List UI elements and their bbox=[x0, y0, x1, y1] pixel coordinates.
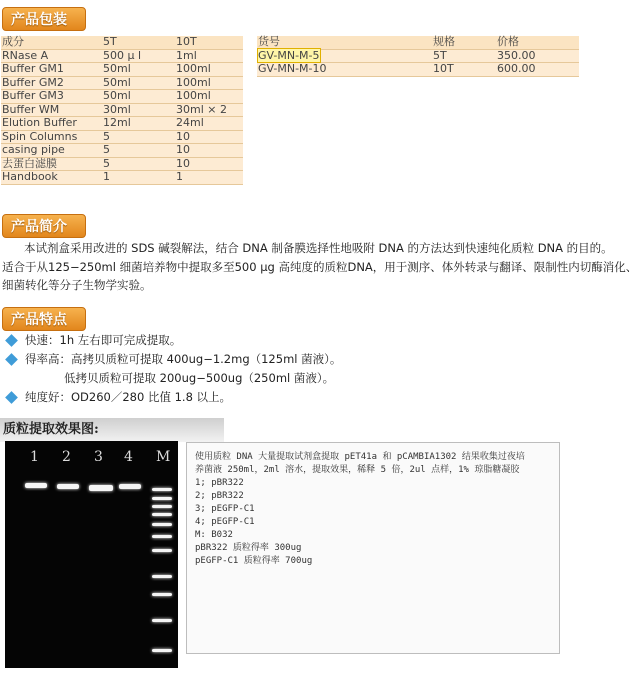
cell: 5T bbox=[432, 49, 496, 63]
ladder-band bbox=[152, 523, 172, 526]
feature-item bbox=[4, 388, 341, 407]
ladder-band bbox=[152, 505, 172, 508]
cell: GV-MN-M-10 bbox=[257, 63, 432, 77]
feature-item bbox=[4, 350, 341, 369]
ladder-band bbox=[152, 535, 172, 538]
lane-label: 2 bbox=[62, 449, 71, 465]
cell: casing pipe bbox=[1, 144, 102, 158]
section-header-features: 产品特点 bbox=[2, 307, 86, 331]
cell: 5 bbox=[102, 130, 175, 144]
ladder-band bbox=[152, 575, 172, 578]
feature-text: 低拷贝质粒可提取 200ug−500ug（250ml 菌液）。 bbox=[64, 371, 335, 385]
feature-text: 纯度好：OD260／280 比值 1.8 以上。 bbox=[25, 390, 232, 404]
intro-paragraph bbox=[2, 239, 638, 295]
cell: 100ml bbox=[175, 63, 243, 77]
cell: 1 bbox=[175, 171, 243, 185]
pricing-table bbox=[257, 36, 579, 77]
selected-sku[interactable]: GV-MN-M-5 bbox=[258, 48, 320, 62]
section-header-packaging: 产品包装 bbox=[2, 7, 86, 31]
cell: 50ml bbox=[102, 90, 175, 104]
cell: 12ml bbox=[102, 117, 175, 131]
ladder-band bbox=[152, 497, 172, 500]
gel-band bbox=[25, 483, 47, 488]
cell: 10 bbox=[175, 144, 243, 158]
cell: 100ml bbox=[175, 90, 243, 104]
caption-line: 2; pBR322 bbox=[195, 491, 244, 501]
cell: 100ml bbox=[175, 76, 243, 90]
table-row bbox=[1, 144, 243, 158]
cell: 24ml bbox=[175, 117, 243, 131]
caption-line: M: B032 bbox=[195, 530, 233, 540]
caption-line: 4; pEGFP-C1 bbox=[195, 517, 255, 527]
section-header-intro: 产品简介 bbox=[2, 214, 86, 238]
cell: Spin Columns bbox=[1, 130, 102, 144]
cell bbox=[257, 49, 432, 63]
ladder-band bbox=[152, 549, 172, 552]
cell: 30ml × 2 bbox=[175, 103, 243, 117]
cell: 50ml bbox=[102, 63, 175, 77]
ladder-band bbox=[152, 513, 172, 516]
lane-label: 4 bbox=[124, 449, 133, 465]
gel-band bbox=[57, 484, 79, 489]
caption-line: 1; pBR322 bbox=[195, 478, 244, 488]
col-header: 规格 bbox=[432, 36, 496, 49]
table-row bbox=[1, 171, 243, 185]
table-row bbox=[1, 157, 243, 171]
cell: 5 bbox=[102, 157, 175, 171]
feature-item bbox=[4, 331, 341, 350]
cell: Buffer GM3 bbox=[1, 90, 102, 104]
cell: 500 μ l bbox=[102, 49, 175, 63]
table-row bbox=[1, 49, 243, 63]
lane-label: 1 bbox=[30, 449, 39, 465]
gel-title-bar: 质粒提取效果图: bbox=[0, 418, 224, 442]
diamond-bullet-icon bbox=[5, 391, 18, 404]
cell: 10T bbox=[432, 63, 496, 77]
feature-text: 得率高：高拷贝质粒可提取 400ug−1.2mg（125ml 菌液）。 bbox=[25, 352, 342, 366]
diamond-bullet-icon bbox=[5, 334, 18, 347]
diamond-bullet-icon bbox=[5, 353, 18, 366]
gel-image bbox=[5, 441, 178, 668]
gel-caption-box bbox=[186, 442, 560, 654]
caption-line: 使用质粒 DNA 大量提取试剂盒提取 pET41a 和 pCAMBIA1302 结果收集过夜培 bbox=[195, 452, 525, 462]
cell: 30ml bbox=[102, 103, 175, 117]
cell: 去蛋白滤膜 bbox=[1, 157, 102, 171]
components-table bbox=[1, 36, 243, 185]
intro-line: 适合于从125−250ml 细菌培养物中提取多至500 μg 高纯度的质粒DNA，用于测序、体外转录与翻译、限制性内切酶消化、 bbox=[2, 259, 638, 274]
cell: 10 bbox=[175, 130, 243, 144]
feature-item bbox=[4, 369, 341, 388]
lane-label: M bbox=[156, 449, 171, 465]
table-row bbox=[257, 63, 579, 77]
col-header: 货号 bbox=[257, 36, 432, 49]
caption-line: 养菌液 250ml，2ml 溶水，提取效果，稀释 5 倍，2ul 点样，1% 琼脂糖凝胶 bbox=[195, 465, 520, 475]
cell: Buffer GM2 bbox=[1, 76, 102, 90]
feature-text: 快速：1h 左右即可完成提取。 bbox=[25, 333, 182, 347]
cell: 600.00 bbox=[496, 63, 579, 77]
table-row bbox=[1, 130, 243, 144]
features-list bbox=[4, 331, 341, 407]
col-header: 5T bbox=[102, 36, 175, 49]
cell: 50ml bbox=[102, 76, 175, 90]
intro-line: 本试剂盒采用改进的 SDS 碱裂解法，结合 DNA 制备膜选择性地吸附 DNA 的方法达到快速纯化质粒 DNA 的目的。 bbox=[24, 241, 613, 255]
col-header: 成分 bbox=[1, 36, 102, 49]
table-header-row bbox=[257, 36, 579, 49]
gel-band bbox=[89, 485, 113, 491]
ladder-band bbox=[152, 593, 172, 596]
caption-line: pEGFP-C1 质粒得率 700ug bbox=[195, 556, 313, 566]
cell: 1ml bbox=[175, 49, 243, 63]
caption-line: pBR322 质粒得率 300ug bbox=[195, 543, 302, 553]
cell: 350.00 bbox=[496, 49, 579, 63]
table-row bbox=[1, 63, 243, 77]
col-header: 价格 bbox=[496, 36, 579, 49]
cell: Buffer WM bbox=[1, 103, 102, 117]
table-row bbox=[1, 103, 243, 117]
cell: RNase A bbox=[1, 49, 102, 63]
cell: Buffer GM1 bbox=[1, 63, 102, 77]
table-row bbox=[1, 117, 243, 131]
intro-line: 细菌转化等分子生物学实验。 bbox=[2, 278, 152, 292]
ladder-band bbox=[152, 649, 172, 652]
table-header-row bbox=[1, 36, 243, 49]
table-row bbox=[1, 76, 243, 90]
caption-line: 3; pEGFP-C1 bbox=[195, 504, 255, 514]
cell: Handbook bbox=[1, 171, 102, 185]
cell: 10 bbox=[175, 157, 243, 171]
ladder-band bbox=[152, 488, 172, 491]
lane-label: 3 bbox=[94, 449, 103, 465]
col-header: 10T bbox=[175, 36, 243, 49]
cell: 1 bbox=[102, 171, 175, 185]
gel-band bbox=[119, 484, 141, 489]
cell: Elution Buffer bbox=[1, 117, 102, 131]
table-row bbox=[1, 90, 243, 104]
cell: 5 bbox=[102, 144, 175, 158]
ladder-band bbox=[152, 619, 172, 622]
table-row bbox=[257, 49, 579, 63]
